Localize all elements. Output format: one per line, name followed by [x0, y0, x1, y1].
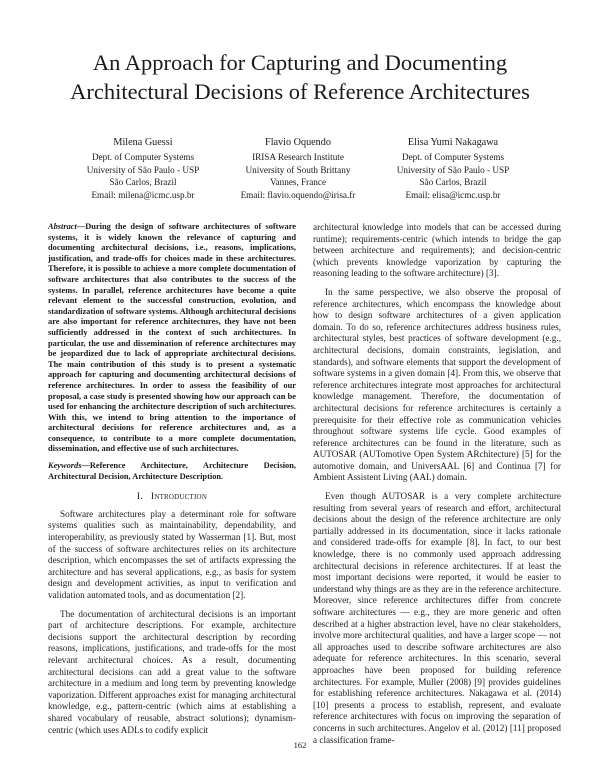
section-title: Introduction	[150, 491, 208, 503]
page-number: 162	[293, 740, 307, 750]
section-number: I.	[136, 491, 143, 503]
keywords	[48, 461, 296, 482]
author-city: São Carlos, Brazil	[419, 177, 487, 188]
body-paragraph: In the same perspective, we also observe the proposal of reference architectures, which encompass the knowledge about how to design software architectures of a given application domain. To do so, reference architectures address business rules, architectural styles, best practices of software development (e.g., architectural decisions, domain constraints, legislation, and standards), and software elements that support the development of software systems in a given domain [4]. From this, we observe that reference architectures integrate most approaches for architectural knowledge management. Therefore, the documentation of architectural decisions for reference architectures is certainly a prerequisite for their effective role as communication vehicles throughout software systems life cycle. Good examples of reference architectures can be found in the literature, such as AUTOSAR (AUTomotive Open System ARchitecture) [5] for the automotive domain, and UniversAAL [6] and Continua [7] for Ambient Assistent Living (AAL) domain.	[313, 286, 561, 483]
author-dept: Dept. of Computer Systems	[91, 152, 195, 163]
author-name: Elisa Yumi Nakagawa	[407, 137, 499, 148]
abstract	[48, 222, 296, 455]
body-paragraph: Software architectures play a determinant role for software systems qualities such as maintainability, dependability, and interoperability, as previously stated by Wasserman [1]. But, most of the success of software architectures relies on its architecture description, which encompasses the set of artifacts expressing the architecture and has several applications, e.g., as basis for system design and development activities, as input to verification and validation automated tools, and as documentation [2].	[48, 508, 296, 600]
author-email: Email: elisa@icmc.usp.br	[405, 189, 501, 200]
author-2	[223, 137, 373, 201]
author-dept: Dept. of Computer Systems	[401, 152, 505, 163]
paper-title: An Approach for Capturing and Documenting Architectural Decisions of Reference Architectures	[70, 50, 530, 104]
body-paragraph: architectural knowledge into models that can be accessed during runtime); requirements-centric (which intends to bridge the gap between architecture and requirements); and decision-centric (which prevents knowledge vaporization by capturing the reasoning leading to the software architecture) [3].	[313, 222, 561, 279]
author-name: Milena Guessi	[113, 137, 173, 148]
body-paragraph: Even though AUTOSAR is a very complete architecture resulting from several years of research and effort, architectural decisions about the design of the reference architecture are only partially addressed in its documentation, since it lacks rationale and considered trade-offs for example [8]. In fact, to our best knowledge, there is no commonly used approach addressing architectural decisions in reference architectures. If at least the most important decisions were reported, it would be easier to understand why things are as they are in the reference architecture. Moreover, since reference architectures differ from concrete software architectures — e.g., they are more generic and often described at a higher abstraction level, have no clear stakeholders, involve more architectural qualities, and have a larger scope — not all approaches used to describe software architectures are also adequate for reference architectures. In this scenario, several approaches have been proposed for building reference architectures. For example, Muller (2008) [9] provides guidelines for establishing reference architectures. Nakagawa et al. (2014) [10] presents a process to establish, represent, and evaluate reference architectures with focus on improving the separation of concerns in such architectures. Angelov et al. (2012) [11] proposed a classification frame-	[313, 491, 561, 745]
right-column	[313, 222, 561, 753]
author-email: Email: milena@icmc.usp.br	[91, 189, 195, 200]
author-institution: University of São Paulo - USP	[396, 164, 510, 175]
author-institution: University of South Brittany	[245, 164, 351, 175]
abstract-label: Abstract	[48, 222, 77, 231]
section-heading	[48, 491, 296, 503]
author-city: São Carlos, Brazil	[109, 177, 177, 188]
keywords-label: Keywords	[48, 461, 82, 471]
author-1	[68, 137, 218, 201]
author-city: Vannes, France	[269, 177, 327, 188]
author-name: Flavio Oquendo	[265, 137, 331, 148]
author-3	[378, 137, 528, 201]
author-email: Email: flavio.oquendo@irisa.fr	[240, 189, 356, 200]
author-dept: IRISA Research Institute	[252, 152, 344, 163]
keywords-text: —Reference Architecture, Architecture Decision, Architectural Decision, Architecture Description.	[48, 461, 296, 481]
body-paragraph: The documentation of architectural decisions is an important part of architecture descriptions. For example, architecture decisions support the architectural description by recording reasons, implications, justifications, and trade-offs for the most relevant architectural choices. As a result, documenting architectural decisions can add a great value to the software architecture in a medium and long term by preventing knowledge vaporization. Different approaches exist for managing architectural knowledge, e.g., pattern-centric (which aims at establishing a shared vocabulary of reusable, abstract solutions); dynamism-centric (which uses ADLs to codify explicit	[48, 608, 296, 735]
left-column	[48, 222, 296, 743]
abstract-text: —During the design of software architectures of software systems, it is widely known the relevance of capturing and documenting architectural decisions, i.e., reasons, implications, justification, and trade-offs for choices made in these architectures. Therefore, it is possible to achieve a more complete documentation of software architectures that also contributes to the success of the systems. In parallel, reference architectures have become a quite relevant element to the successful construction, evolution, and standardization of software systems. Although architectural decisions are also important for reference architectures, they have not been sufficiently addressed in the context of such architectures. In particular, the use and dissemination of reference architectures may be jeopardized due to lack of appropriate architectural decisions. The main contribution of this study is to present a systematic approach for capturing and documenting architectural decisions of reference architectures. In order to assess the feasibility of our proposal, a case study is presented showing how our approach can be used for enhancing the architecture description of such architectures. With this, we intend to bring attention to the importance of architectural decisions for reference architectures and, as a consequence, to contribute to a more complete documentation, dissemination, and effective use of such architectures.	[48, 222, 296, 454]
author-institution: University of São Paulo - USP	[86, 164, 200, 175]
